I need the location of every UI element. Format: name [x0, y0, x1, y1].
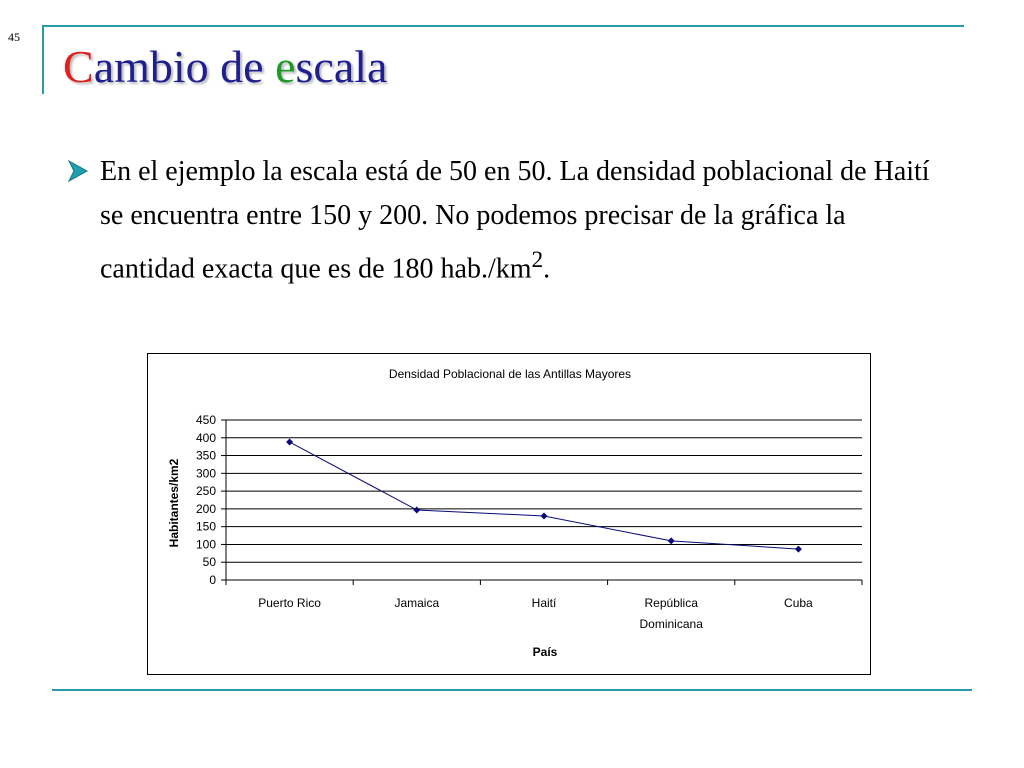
- chart-title: Densidad Poblacional de las Antillas Mayores: [388, 367, 632, 381]
- y-tick-label-250: 250: [195, 484, 216, 499]
- bullet-text-main: En el ejemplo la escala está de 50 en 50. La densidad poblacional de Haití se encuentra entre 150 y 200. No podemos precisar de la gráfica la cantidad exacta que es de 180 hab./km: [100, 156, 930, 285]
- x-category-label: Dominicana: [639, 617, 703, 631]
- y-tick-label-100: 100: [195, 537, 216, 552]
- y-tick-label-150: 150: [195, 519, 216, 534]
- y-tick-label-300: 300: [195, 466, 216, 481]
- data-point: [795, 546, 802, 553]
- y-tick-label-400: 400: [195, 430, 216, 445]
- title-initial-e: e: [275, 41, 296, 92]
- data-point: [668, 537, 675, 544]
- y-tick-label-450: 450: [195, 413, 216, 427]
- title-part: ambio de: [93, 41, 276, 92]
- decorative-bottom-line: [52, 689, 972, 691]
- axes: [221, 420, 862, 585]
- y-tick-label-350: 350: [195, 448, 216, 463]
- y-tick-label-50: 50: [202, 555, 216, 570]
- title-initial-c: C: [63, 41, 94, 92]
- x-category-label: República: [644, 596, 698, 610]
- y-tick-label-0: 0: [209, 573, 216, 587]
- x-category-labels: [258, 596, 813, 631]
- x-category-label: Puerto Rico: [258, 596, 321, 610]
- data-point: [413, 506, 420, 513]
- title-part-end: scala: [295, 41, 388, 92]
- x-category-label: Haití: [531, 596, 557, 610]
- y-tick-label-200: 200: [195, 501, 216, 516]
- x-axis-label: País: [532, 645, 558, 659]
- line-chart: [148, 354, 870, 674]
- series-line-path: [290, 442, 799, 549]
- bullet-item: [66, 150, 946, 291]
- decorative-vertical-line: [42, 26, 44, 94]
- chart-frame: [147, 353, 871, 675]
- gridlines: [226, 420, 862, 562]
- arrow-bullet-icon: [66, 159, 90, 183]
- slide-title: [63, 41, 388, 92]
- y-tick-labels: [196, 413, 216, 587]
- data-point: [541, 513, 548, 520]
- data-point: [286, 439, 293, 446]
- x-category-label: Jamaica: [394, 596, 440, 610]
- bullet-suffix: .: [543, 253, 551, 285]
- slide-number: 45: [8, 30, 20, 44]
- y-axis-label: Habitantes/km2: [167, 458, 181, 548]
- bullet-superscript: 2: [531, 247, 544, 273]
- decorative-top-line: [42, 25, 964, 27]
- bullet-text: [100, 150, 946, 291]
- x-category-label: Cuba: [784, 596, 813, 610]
